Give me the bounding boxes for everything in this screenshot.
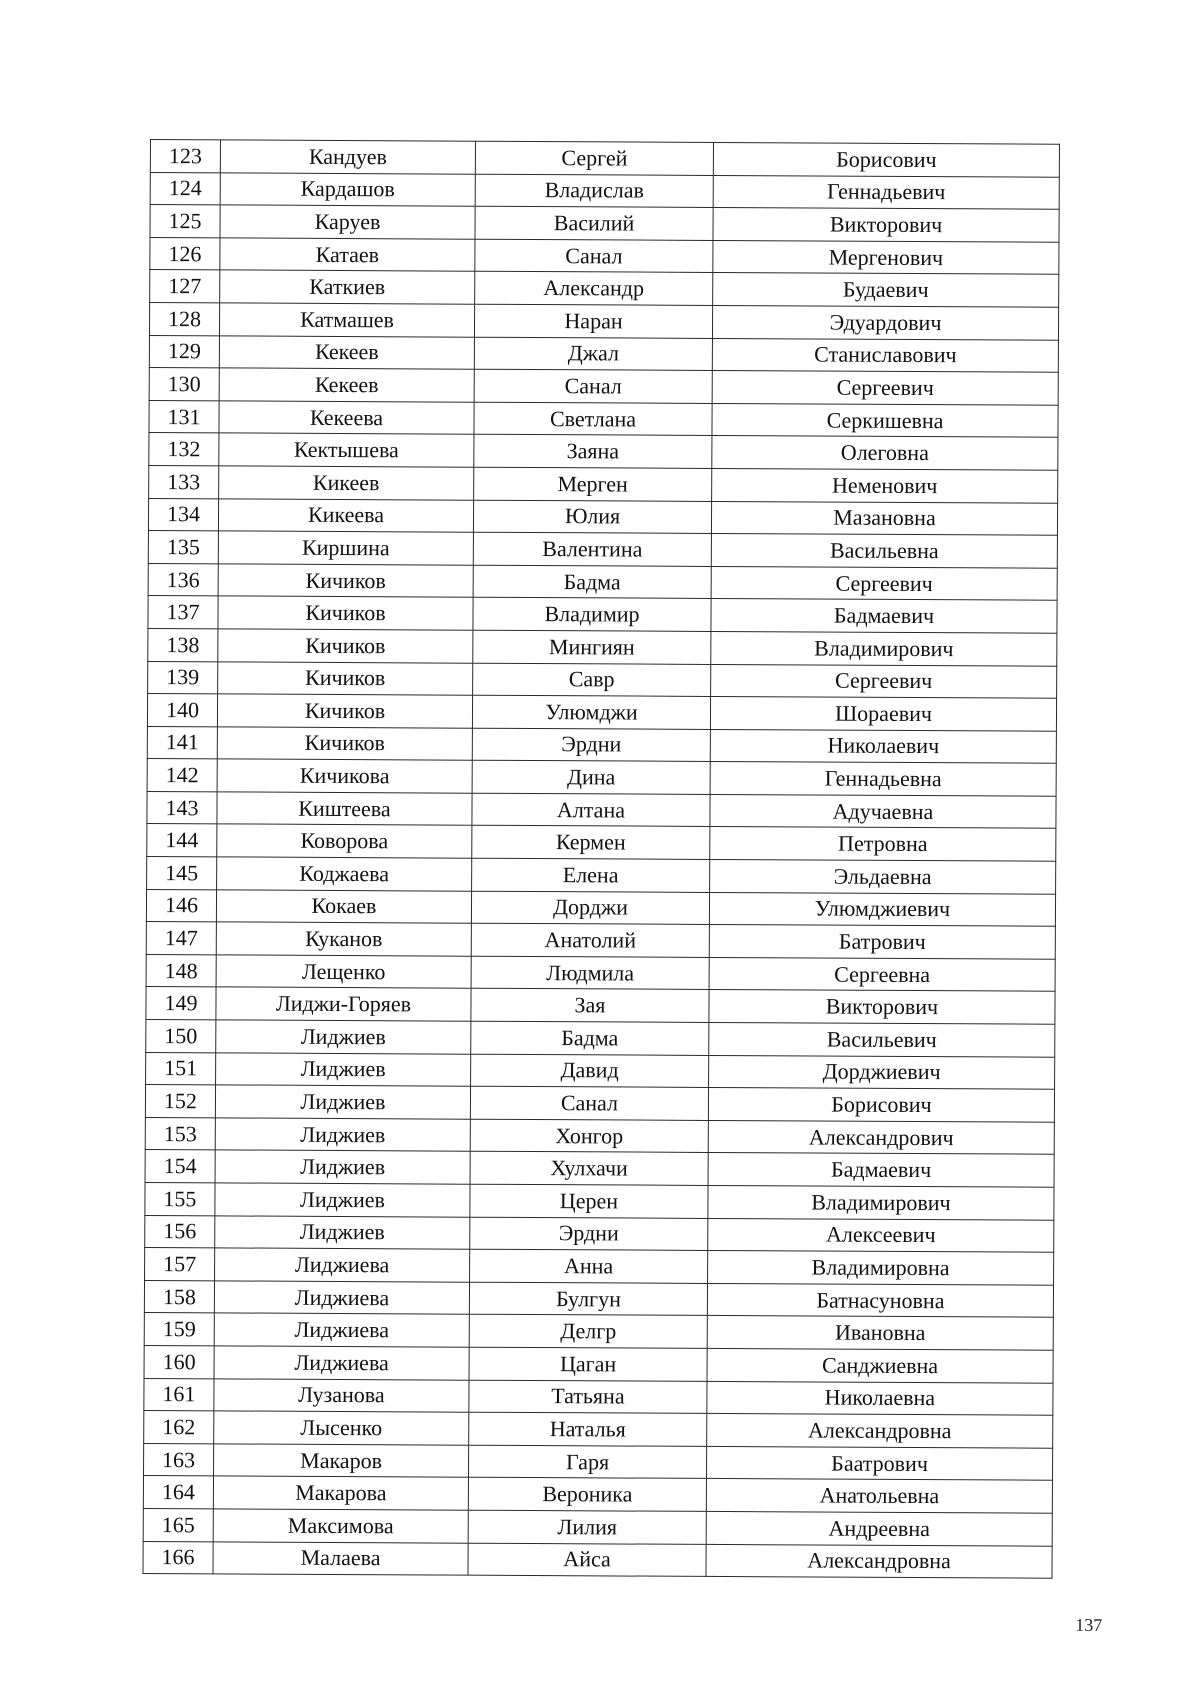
patronymic-cell: Баатрович bbox=[706, 1446, 1052, 1480]
table-row bbox=[150, 270, 1059, 307]
last-name-cell: Макарова bbox=[213, 1476, 468, 1510]
table-row bbox=[144, 1313, 1053, 1350]
first-name-cell: Дина bbox=[472, 760, 710, 794]
last-name-cell: Киршина bbox=[218, 531, 473, 565]
patronymic-cell: Бадмаевич bbox=[711, 599, 1057, 633]
patronymic-cell: Батнасуновна bbox=[707, 1283, 1053, 1317]
table-row bbox=[143, 1541, 1052, 1578]
patronymic-cell: Геннадьевич bbox=[713, 175, 1059, 209]
last-name-cell: Кичикова bbox=[217, 759, 472, 793]
row-number-cell: 124 bbox=[150, 172, 220, 205]
table-row bbox=[150, 172, 1059, 209]
table-row bbox=[143, 1508, 1052, 1545]
patronymic-cell: Викторович bbox=[709, 990, 1055, 1024]
row-number-cell: 146 bbox=[146, 889, 216, 922]
row-number-cell: 163 bbox=[144, 1443, 214, 1476]
table-row bbox=[145, 1215, 1054, 1252]
last-name-cell: Кичиков bbox=[217, 727, 472, 761]
table-row bbox=[143, 1476, 1052, 1513]
patronymic-cell: Сергеевич bbox=[712, 371, 1058, 405]
row-number-cell: 147 bbox=[146, 922, 216, 955]
row-number-cell: 164 bbox=[143, 1476, 213, 1509]
first-name-cell: Алтана bbox=[472, 793, 710, 827]
row-number-cell: 165 bbox=[143, 1508, 213, 1541]
table-row bbox=[145, 1182, 1054, 1219]
first-name-cell: Айса bbox=[468, 1543, 706, 1577]
first-name-cell: Улюмджи bbox=[472, 695, 710, 729]
patronymic-cell: Геннадьевна bbox=[710, 762, 1056, 796]
patronymic-cell: Сергеевич bbox=[711, 566, 1057, 600]
patronymic-cell: Борисович bbox=[708, 1088, 1054, 1122]
patronymic-cell: Санджиевна bbox=[707, 1348, 1053, 1382]
first-name-cell: Светлана bbox=[474, 402, 712, 436]
last-name-cell: Кикеев bbox=[219, 466, 474, 500]
patronymic-cell: Ивановна bbox=[707, 1316, 1053, 1350]
last-name-cell: Кичиков bbox=[218, 564, 473, 598]
row-number-cell: 162 bbox=[144, 1411, 214, 1444]
table-row bbox=[146, 1020, 1055, 1057]
row-number-cell: 129 bbox=[149, 335, 219, 368]
row-number-cell: 140 bbox=[147, 694, 217, 727]
last-name-cell: Катмашев bbox=[219, 303, 474, 337]
last-name-cell: Лиджиев bbox=[216, 1052, 471, 1086]
table-row bbox=[144, 1443, 1053, 1480]
first-name-cell: Булгун bbox=[469, 1282, 707, 1316]
first-name-cell: Вероника bbox=[468, 1478, 706, 1512]
row-number-cell: 154 bbox=[145, 1150, 215, 1183]
patronymic-cell: Неменович bbox=[712, 468, 1058, 502]
patronymic-cell: Сергеевич bbox=[711, 664, 1057, 698]
row-number-cell: 157 bbox=[145, 1248, 215, 1281]
row-number-cell: 133 bbox=[149, 465, 219, 498]
row-number-cell: 127 bbox=[150, 270, 220, 303]
first-name-cell: Санал bbox=[474, 369, 712, 403]
row-number-cell: 155 bbox=[145, 1182, 215, 1215]
last-name-cell: Лиджиева bbox=[215, 1248, 470, 1282]
first-name-cell: Хонгор bbox=[470, 1119, 708, 1153]
table-row bbox=[146, 1052, 1055, 1089]
table-row bbox=[147, 726, 1056, 763]
row-number-cell: 150 bbox=[146, 1020, 216, 1053]
patronymic-cell: Андреевна bbox=[706, 1511, 1052, 1545]
table-row bbox=[148, 531, 1057, 568]
last-name-cell: Кекеева bbox=[219, 401, 474, 435]
table-row bbox=[147, 759, 1056, 796]
table-row bbox=[148, 661, 1057, 698]
first-name-cell: Бадма bbox=[471, 1021, 709, 1055]
first-name-cell: Валентина bbox=[473, 532, 711, 566]
row-number-cell: 130 bbox=[149, 368, 219, 401]
row-number-cell: 138 bbox=[148, 628, 218, 661]
first-name-cell: Гаря bbox=[469, 1445, 707, 1479]
patronymic-cell: Олеговна bbox=[712, 436, 1058, 470]
table-row bbox=[149, 302, 1058, 339]
names-table bbox=[142, 139, 1060, 1579]
last-name-cell: Кандуев bbox=[220, 140, 475, 174]
first-name-cell: Дорджи bbox=[471, 891, 709, 925]
last-name-cell: Кекеев bbox=[219, 335, 474, 369]
first-name-cell: Владимир bbox=[473, 598, 711, 632]
first-name-cell: Мерген bbox=[474, 467, 712, 501]
first-name-cell: Зая bbox=[471, 989, 709, 1023]
patronymic-cell: Мазановна bbox=[711, 501, 1057, 535]
last-name-cell: Лещенко bbox=[216, 955, 471, 989]
first-name-cell: Хулхачи bbox=[470, 1152, 708, 1186]
first-name-cell: Заяна bbox=[474, 435, 712, 469]
first-name-cell: Цаган bbox=[469, 1347, 707, 1381]
row-number-cell: 123 bbox=[150, 140, 220, 173]
patronymic-cell: Серкишевна bbox=[712, 403, 1058, 437]
last-name-cell: Куканов bbox=[216, 922, 471, 956]
table-row bbox=[144, 1280, 1053, 1317]
row-number-cell: 136 bbox=[148, 563, 218, 596]
table-row bbox=[145, 1117, 1054, 1154]
patronymic-cell: Батрович bbox=[709, 925, 1055, 959]
last-name-cell: Лиджи-Горяев bbox=[216, 987, 471, 1021]
row-number-cell: 148 bbox=[146, 954, 216, 987]
last-name-cell: Кичиков bbox=[218, 661, 473, 695]
patronymic-cell: Эльдаевна bbox=[710, 860, 1056, 894]
table-row bbox=[150, 205, 1059, 242]
first-name-cell: Кермен bbox=[472, 826, 710, 860]
last-name-cell: Катаев bbox=[220, 238, 475, 272]
row-number-cell: 159 bbox=[144, 1313, 214, 1346]
last-name-cell: Лиджиев bbox=[215, 1150, 470, 1184]
table-row bbox=[147, 824, 1056, 861]
row-number-cell: 134 bbox=[148, 498, 218, 531]
patronymic-cell: Эдуардович bbox=[712, 305, 1058, 339]
patronymic-cell: Петровна bbox=[710, 827, 1056, 861]
names-table-body bbox=[143, 140, 1059, 1579]
table-row bbox=[148, 498, 1057, 535]
last-name-cell: Коворова bbox=[217, 824, 472, 858]
table-row bbox=[148, 563, 1057, 600]
table-row bbox=[150, 237, 1059, 274]
row-number-cell: 149 bbox=[146, 987, 216, 1020]
patronymic-cell: Владимирович bbox=[711, 631, 1057, 665]
patronymic-cell: Борисович bbox=[713, 142, 1059, 176]
patronymic-cell: Александровна bbox=[706, 1544, 1052, 1578]
first-name-cell: Мингиян bbox=[473, 630, 711, 664]
patronymic-cell: Адучаевна bbox=[710, 794, 1056, 828]
row-number-cell: 161 bbox=[144, 1378, 214, 1411]
last-name-cell: Максимова bbox=[213, 1509, 468, 1543]
patronymic-cell: Викторович bbox=[713, 208, 1059, 242]
first-name-cell: Эрдни bbox=[470, 1217, 708, 1251]
last-name-cell: Кичиков bbox=[217, 694, 472, 728]
patronymic-cell: Анатольевна bbox=[706, 1479, 1052, 1513]
patronymic-cell: Александровна bbox=[707, 1414, 1053, 1448]
table-row bbox=[150, 140, 1059, 177]
row-number-cell: 125 bbox=[150, 205, 220, 238]
table-row bbox=[144, 1378, 1053, 1415]
first-name-cell: Анна bbox=[470, 1249, 708, 1283]
first-name-cell: Делгр bbox=[469, 1315, 707, 1349]
patronymic-cell: Алексеевич bbox=[708, 1218, 1054, 1252]
table-row bbox=[148, 596, 1057, 633]
first-name-cell: Наран bbox=[474, 304, 712, 338]
last-name-cell: Каткиев bbox=[220, 270, 475, 304]
row-number-cell: 126 bbox=[150, 237, 220, 270]
first-name-cell: Джал bbox=[474, 337, 712, 371]
table-row bbox=[145, 1085, 1054, 1122]
last-name-cell: Лиджиев bbox=[215, 1085, 470, 1119]
table-row bbox=[146, 987, 1055, 1024]
last-name-cell: Лиджиев bbox=[215, 1215, 470, 1249]
first-name-cell: Бадма bbox=[473, 565, 711, 599]
patronymic-cell: Васильевич bbox=[709, 1022, 1055, 1056]
last-name-cell: Киштеева bbox=[217, 792, 472, 826]
table-row bbox=[145, 1150, 1054, 1187]
first-name-cell: Санал bbox=[470, 1086, 708, 1120]
first-name-cell: Лилия bbox=[468, 1510, 706, 1544]
first-name-cell: Анатолий bbox=[471, 923, 709, 957]
patronymic-cell: Дорджиевич bbox=[709, 1055, 1055, 1089]
row-number-cell: 145 bbox=[147, 857, 217, 890]
row-number-cell: 135 bbox=[148, 531, 218, 564]
table-row bbox=[147, 791, 1056, 828]
table-row bbox=[145, 1248, 1054, 1285]
row-number-cell: 158 bbox=[144, 1280, 214, 1313]
first-name-cell: Татьяна bbox=[469, 1380, 707, 1414]
patronymic-cell: Николаевна bbox=[707, 1381, 1053, 1415]
table-row bbox=[146, 954, 1055, 991]
page-number: 137 bbox=[1075, 1614, 1103, 1636]
row-number-cell: 156 bbox=[145, 1215, 215, 1248]
patronymic-cell: Владимирович bbox=[708, 1185, 1054, 1219]
last-name-cell: Кичиков bbox=[218, 596, 473, 630]
first-name-cell: Елена bbox=[472, 858, 710, 892]
first-name-cell: Юлия bbox=[473, 500, 711, 534]
patronymic-cell: Васильевна bbox=[711, 534, 1057, 568]
first-name-cell: Василий bbox=[475, 206, 713, 240]
table-row bbox=[149, 335, 1058, 372]
last-name-cell: Лиджиева bbox=[214, 1346, 469, 1380]
row-number-cell: 132 bbox=[149, 433, 219, 466]
table-row bbox=[144, 1345, 1053, 1382]
table-row bbox=[146, 889, 1055, 926]
last-name-cell: Кикеева bbox=[218, 498, 473, 532]
last-name-cell: Малаева bbox=[213, 1541, 468, 1575]
last-name-cell: Лиджиев bbox=[216, 1020, 471, 1054]
first-name-cell: Александр bbox=[475, 272, 713, 306]
row-number-cell: 152 bbox=[145, 1085, 215, 1118]
last-name-cell: Коджаева bbox=[217, 857, 472, 891]
row-number-cell: 144 bbox=[147, 824, 217, 857]
table-row bbox=[144, 1411, 1053, 1448]
row-number-cell: 166 bbox=[143, 1541, 213, 1574]
last-name-cell: Лузанова bbox=[214, 1378, 469, 1412]
patronymic-cell: Николаевич bbox=[710, 729, 1056, 763]
patronymic-cell: Александрович bbox=[708, 1120, 1054, 1154]
row-number-cell: 153 bbox=[145, 1117, 215, 1150]
last-name-cell: Кардашов bbox=[220, 172, 475, 206]
table-row bbox=[148, 628, 1057, 665]
first-name-cell: Давид bbox=[471, 1054, 709, 1088]
first-name-cell: Сергей bbox=[475, 141, 713, 175]
last-name-cell: Кектышева bbox=[219, 433, 474, 467]
last-name-cell: Лиджиев bbox=[215, 1183, 470, 1217]
patronymic-cell: Шораевич bbox=[710, 697, 1056, 731]
patronymic-cell: Бадмаевич bbox=[708, 1153, 1054, 1187]
first-name-cell: Наталья bbox=[469, 1412, 707, 1446]
first-name-cell: Савр bbox=[473, 663, 711, 697]
row-number-cell: 131 bbox=[149, 400, 219, 433]
row-number-cell: 139 bbox=[148, 661, 218, 694]
first-name-cell: Церен bbox=[470, 1184, 708, 1218]
last-name-cell: Лысенко bbox=[214, 1411, 469, 1445]
last-name-cell: Макаров bbox=[214, 1444, 469, 1478]
last-name-cell: Лиджиева bbox=[214, 1281, 469, 1315]
table-row bbox=[147, 694, 1056, 731]
table-row bbox=[149, 400, 1058, 437]
row-number-cell: 151 bbox=[146, 1052, 216, 1085]
first-name-cell: Санал bbox=[475, 239, 713, 273]
row-number-cell: 143 bbox=[147, 791, 217, 824]
row-number-cell: 137 bbox=[148, 596, 218, 629]
row-number-cell: 128 bbox=[149, 302, 219, 335]
patronymic-cell: Станиславович bbox=[712, 338, 1058, 372]
patronymic-cell: Мергенович bbox=[713, 240, 1059, 274]
last-name-cell: Кокаев bbox=[216, 890, 471, 924]
row-number-cell: 141 bbox=[147, 726, 217, 759]
table-row bbox=[147, 857, 1056, 894]
last-name-cell: Кекеев bbox=[219, 368, 474, 402]
row-number-cell: 160 bbox=[144, 1345, 214, 1378]
last-name-cell: Лиджиева bbox=[214, 1313, 469, 1347]
patronymic-cell: Сергеевна bbox=[709, 957, 1055, 991]
last-name-cell: Лиджиев bbox=[215, 1118, 470, 1152]
last-name-cell: Каруев bbox=[220, 205, 475, 239]
table-row bbox=[149, 465, 1058, 502]
patronymic-cell: Улюмджиевич bbox=[709, 892, 1055, 926]
row-number-cell: 142 bbox=[147, 759, 217, 792]
first-name-cell: Эрдни bbox=[472, 728, 710, 762]
table-row bbox=[149, 433, 1058, 470]
patronymic-cell: Будаевич bbox=[713, 273, 1059, 307]
first-name-cell: Владислав bbox=[475, 174, 713, 208]
table-row bbox=[146, 922, 1055, 959]
table-row bbox=[149, 368, 1058, 405]
last-name-cell: Кичиков bbox=[218, 629, 473, 663]
first-name-cell: Людмила bbox=[471, 956, 709, 990]
patronymic-cell: Владимировна bbox=[708, 1251, 1054, 1285]
